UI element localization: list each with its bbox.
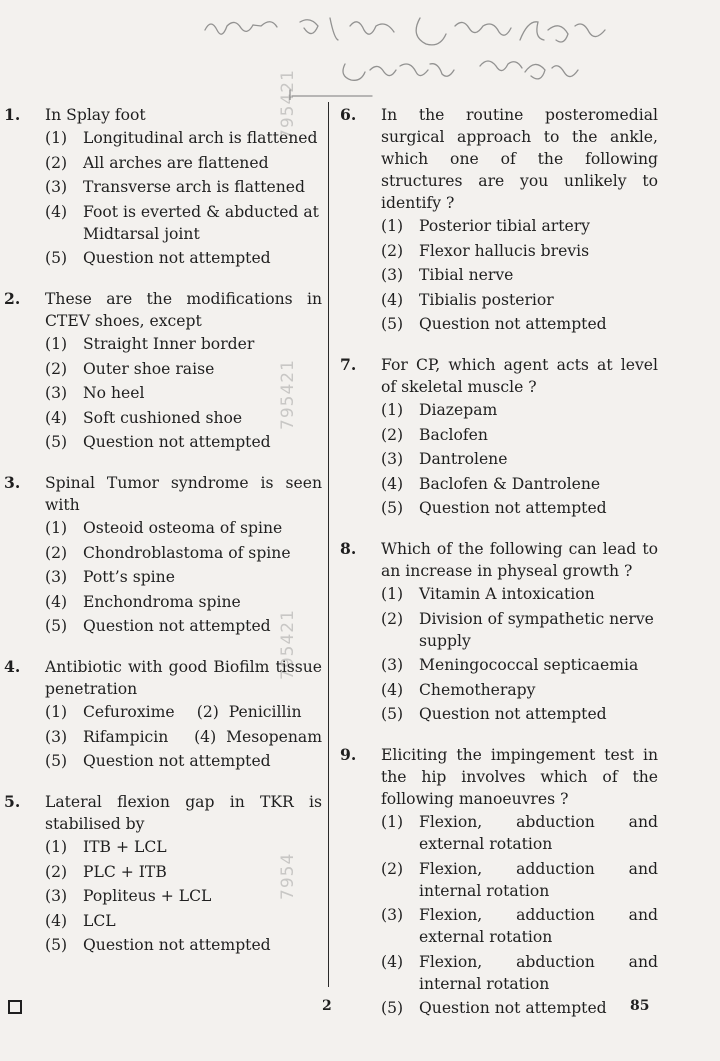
option: (3) Transverse arch is flattened bbox=[45, 178, 306, 196]
question-number: 8. bbox=[340, 539, 357, 558]
question-number: 6. bbox=[340, 105, 357, 124]
option: (5) Question not attempted bbox=[45, 249, 271, 267]
question-stem: Antibiotic with good Biofilm tissue penetration bbox=[45, 658, 322, 698]
option: (3) Tibial nerve bbox=[381, 266, 514, 284]
option: (5) Question not attempted bbox=[381, 705, 607, 723]
watermark-serial: 795421 bbox=[278, 69, 298, 140]
options-list bbox=[4, 517, 322, 637]
option: (1) Osteoid osteoma of spine bbox=[45, 519, 283, 537]
option: (2) Division of sympathetic nerve supply bbox=[381, 609, 654, 650]
question-stem: These are the modifications in CTEV shoes, except bbox=[45, 290, 322, 330]
option: (4) LCL bbox=[45, 911, 116, 930]
options-list bbox=[338, 215, 658, 335]
option: (2) Outer shoe raise bbox=[45, 359, 215, 378]
column-divider bbox=[328, 102, 329, 987]
option: (2) All arches are flattened bbox=[45, 153, 269, 172]
option: (1) Flexion, abduction and external rotation bbox=[381, 813, 658, 853]
option: (5) Question not attempted bbox=[45, 433, 271, 451]
options-list bbox=[338, 811, 658, 1019]
option: (1) Straight Inner border bbox=[45, 335, 255, 353]
watermark-serial: 7954 bbox=[278, 852, 298, 900]
options-list bbox=[4, 836, 322, 956]
option: (1) Cefuroxime bbox=[45, 703, 175, 721]
option: (3) Rifampicin bbox=[45, 727, 169, 746]
handwriting-scribble-icon bbox=[0, 0, 720, 100]
option: (5) Question not attempted bbox=[381, 315, 607, 333]
options-list bbox=[4, 333, 322, 453]
option-pair bbox=[45, 726, 322, 748]
option: (1) Vitamin A intoxication bbox=[381, 585, 595, 603]
options-list bbox=[4, 127, 322, 269]
question-4 bbox=[4, 656, 322, 772]
option: (1) Longitudinal arch is flattened bbox=[45, 129, 318, 147]
option-pair bbox=[45, 701, 322, 723]
question-5 bbox=[4, 791, 322, 956]
right-column bbox=[338, 104, 658, 1022]
page-footer bbox=[0, 996, 720, 1026]
option: (3) Meningococcal septicaemia bbox=[381, 656, 639, 674]
watermark-serial: 795421 bbox=[278, 359, 298, 430]
option: (5) Question not attempted bbox=[45, 617, 271, 635]
question-7 bbox=[338, 354, 658, 519]
option: (4) Chemotherapy bbox=[381, 680, 536, 699]
question-number: 1. bbox=[4, 105, 21, 124]
page-code: 85 bbox=[630, 998, 650, 1014]
option: (3) Flexion, adduction and external rotation bbox=[381, 906, 658, 946]
option: (3) No heel bbox=[45, 384, 145, 402]
option: (4) Flexion, abduction and internal rotation bbox=[381, 952, 658, 993]
option: (4) Tibialis posterior bbox=[381, 290, 554, 309]
option: (4) Foot is everted & abducted at Midtarsal joint bbox=[45, 202, 319, 243]
question-stem: In Splay foot bbox=[45, 106, 146, 124]
option: (1) Posterior tibial artery bbox=[381, 217, 590, 235]
question-2 bbox=[4, 288, 322, 453]
option: (5) Question not attempted bbox=[45, 752, 271, 770]
option: (2) Chondroblastoma of spine bbox=[45, 543, 291, 562]
option: (5) Question not attempted bbox=[381, 499, 607, 517]
options-list bbox=[4, 701, 322, 772]
option: (5) Question not attempted bbox=[45, 936, 271, 954]
handwritten-notes bbox=[0, 0, 720, 100]
question-6 bbox=[338, 104, 658, 335]
question-stem: In the routine posteromedial surgical approach to the ankle, which one of the following structures are you unlikely to identify ? bbox=[381, 106, 658, 212]
option: (2) Baclofen bbox=[381, 425, 488, 444]
question-8 bbox=[338, 538, 658, 725]
question-stem: Spinal Tumor syndrome is seen with bbox=[45, 474, 322, 514]
question-3 bbox=[4, 472, 322, 637]
square-marker-icon bbox=[8, 1000, 22, 1014]
option: (2) Flexor hallucis brevis bbox=[381, 241, 590, 260]
option: (4) Enchondroma spine bbox=[45, 592, 241, 611]
question-number: 4. bbox=[4, 657, 21, 676]
option: (2) PLC + ITB bbox=[45, 862, 167, 881]
option: (4) Mesopenam bbox=[194, 727, 322, 746]
option: (3) Pott’s spine bbox=[45, 568, 175, 586]
question-number: 5. bbox=[4, 792, 21, 811]
question-stem: For CP, which agent acts at level of skeletal muscle ? bbox=[381, 356, 658, 396]
page-number: 2 bbox=[322, 998, 332, 1014]
question-stem: Which of the following can lead to an increase in physeal growth ? bbox=[381, 540, 658, 580]
options-list bbox=[338, 399, 658, 519]
option: (4) Soft cushioned shoe bbox=[45, 408, 243, 427]
options-list bbox=[338, 583, 658, 725]
question-stem: Eliciting the impingement test in the hip involves which of the following manoeuvres ? bbox=[381, 746, 658, 808]
question-1 bbox=[4, 104, 322, 269]
question-number: 9. bbox=[340, 745, 357, 764]
question-stem: Lateral flexion gap in TKR is stabilised by bbox=[45, 793, 322, 833]
question-number: 2. bbox=[4, 289, 21, 308]
option: (2) Penicillin bbox=[196, 703, 302, 721]
option: (3) Popliteus + LCL bbox=[45, 887, 212, 905]
option: (1) Diazepam bbox=[381, 401, 498, 419]
option: (4) Baclofen & Dantrolene bbox=[381, 474, 601, 493]
option: (1) ITB + LCL bbox=[45, 838, 167, 856]
watermark-serial: 795421 bbox=[278, 609, 298, 680]
question-number: 3. bbox=[4, 473, 21, 492]
left-column bbox=[4, 104, 322, 959]
option: (3) Dantrolene bbox=[381, 450, 508, 468]
question-number: 7. bbox=[340, 355, 357, 374]
question-9 bbox=[338, 744, 658, 1019]
option: (2) Flexion, adduction and internal rotation bbox=[381, 859, 658, 900]
option: (5) Question not attempted bbox=[381, 999, 607, 1017]
